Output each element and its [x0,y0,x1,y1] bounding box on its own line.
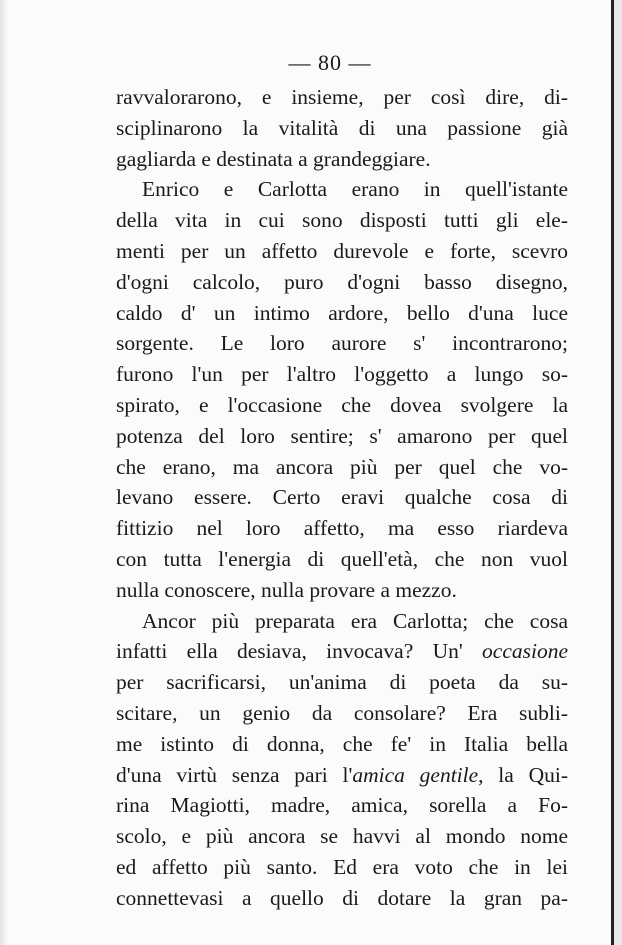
text-line: ed affetto più santo. Ed era voto che in lei [116,854,568,879]
text-line: gagliarda e destinata a grandeggiare. [116,146,431,171]
text-line: levano essere. Certo eravi qualche cosa di [116,485,568,510]
page-number: — 80 — [288,50,372,75]
text-line: furono l'un per l'altro l'oggetto a lungo so- [116,362,568,387]
page-edge-line [611,0,614,945]
text-line: potenza del loro sentire; s' amarono per quel [116,423,568,448]
body-text [116,82,568,914]
text-line: menti per un affetto durevole e forte, scevro [116,238,568,263]
text-line: con tutta l'energia di quell'età, che non vuol [116,546,568,571]
page-gutter-shadow [0,0,8,945]
text-line: scolo, e più ancora se havvi al mondo nome [116,824,568,849]
text-line: che erano, ma ancora più per quel che vo- [116,454,568,479]
text-line: d'ogni calcolo, puro d'ogni basso disegno, [116,269,568,294]
text-line: della vita in cui sono disposti tutti gli ele- [116,208,568,233]
text-line: sciplinarono la vitalità di una passione già [116,115,568,140]
text-line: fittizio nel loro affetto, ma esso riardeva [116,516,568,541]
text-line: infatti ella desiava, invocava? Un' occasione [116,639,568,664]
italic-phrase: amica gentile [352,762,479,787]
text-line: spirato, e l'occasione che dovea svolgere la [116,392,568,417]
text-line: rina Magiotti, madre, amica, sorella a Fo- [116,793,568,818]
text-line: sorgente. Le loro aurore s' incontrarono; [116,331,568,356]
italic-phrase: occasione [482,639,568,664]
text-line: Enrico e Carlotta erano in quell'istante [142,177,568,202]
text-line: scitare, un genio da consolare? Era subli- [116,700,568,725]
text-line: connettevasi a quello di dotare la gran pa- [116,885,568,910]
text-line: Ancor più preparata era Carlotta; che cosa [142,608,568,633]
text-line: nulla conoscere, nulla provare a mezzo. [116,577,457,602]
page-outer-margin [614,0,622,945]
text-line: ravvalorarono, e insieme, per così dire, di- [116,85,568,109]
text-line: caldo d' un intimo ardore, bello d'una luce [116,300,568,325]
text-line: me istinto di donna, che fe' in Italia bella [116,731,568,756]
text-line: d'una virtù senza pari l'amica gentile, la Qui- [116,762,568,787]
text-line: per sacrificarsi, un'anima di poeta da su- [116,670,568,695]
